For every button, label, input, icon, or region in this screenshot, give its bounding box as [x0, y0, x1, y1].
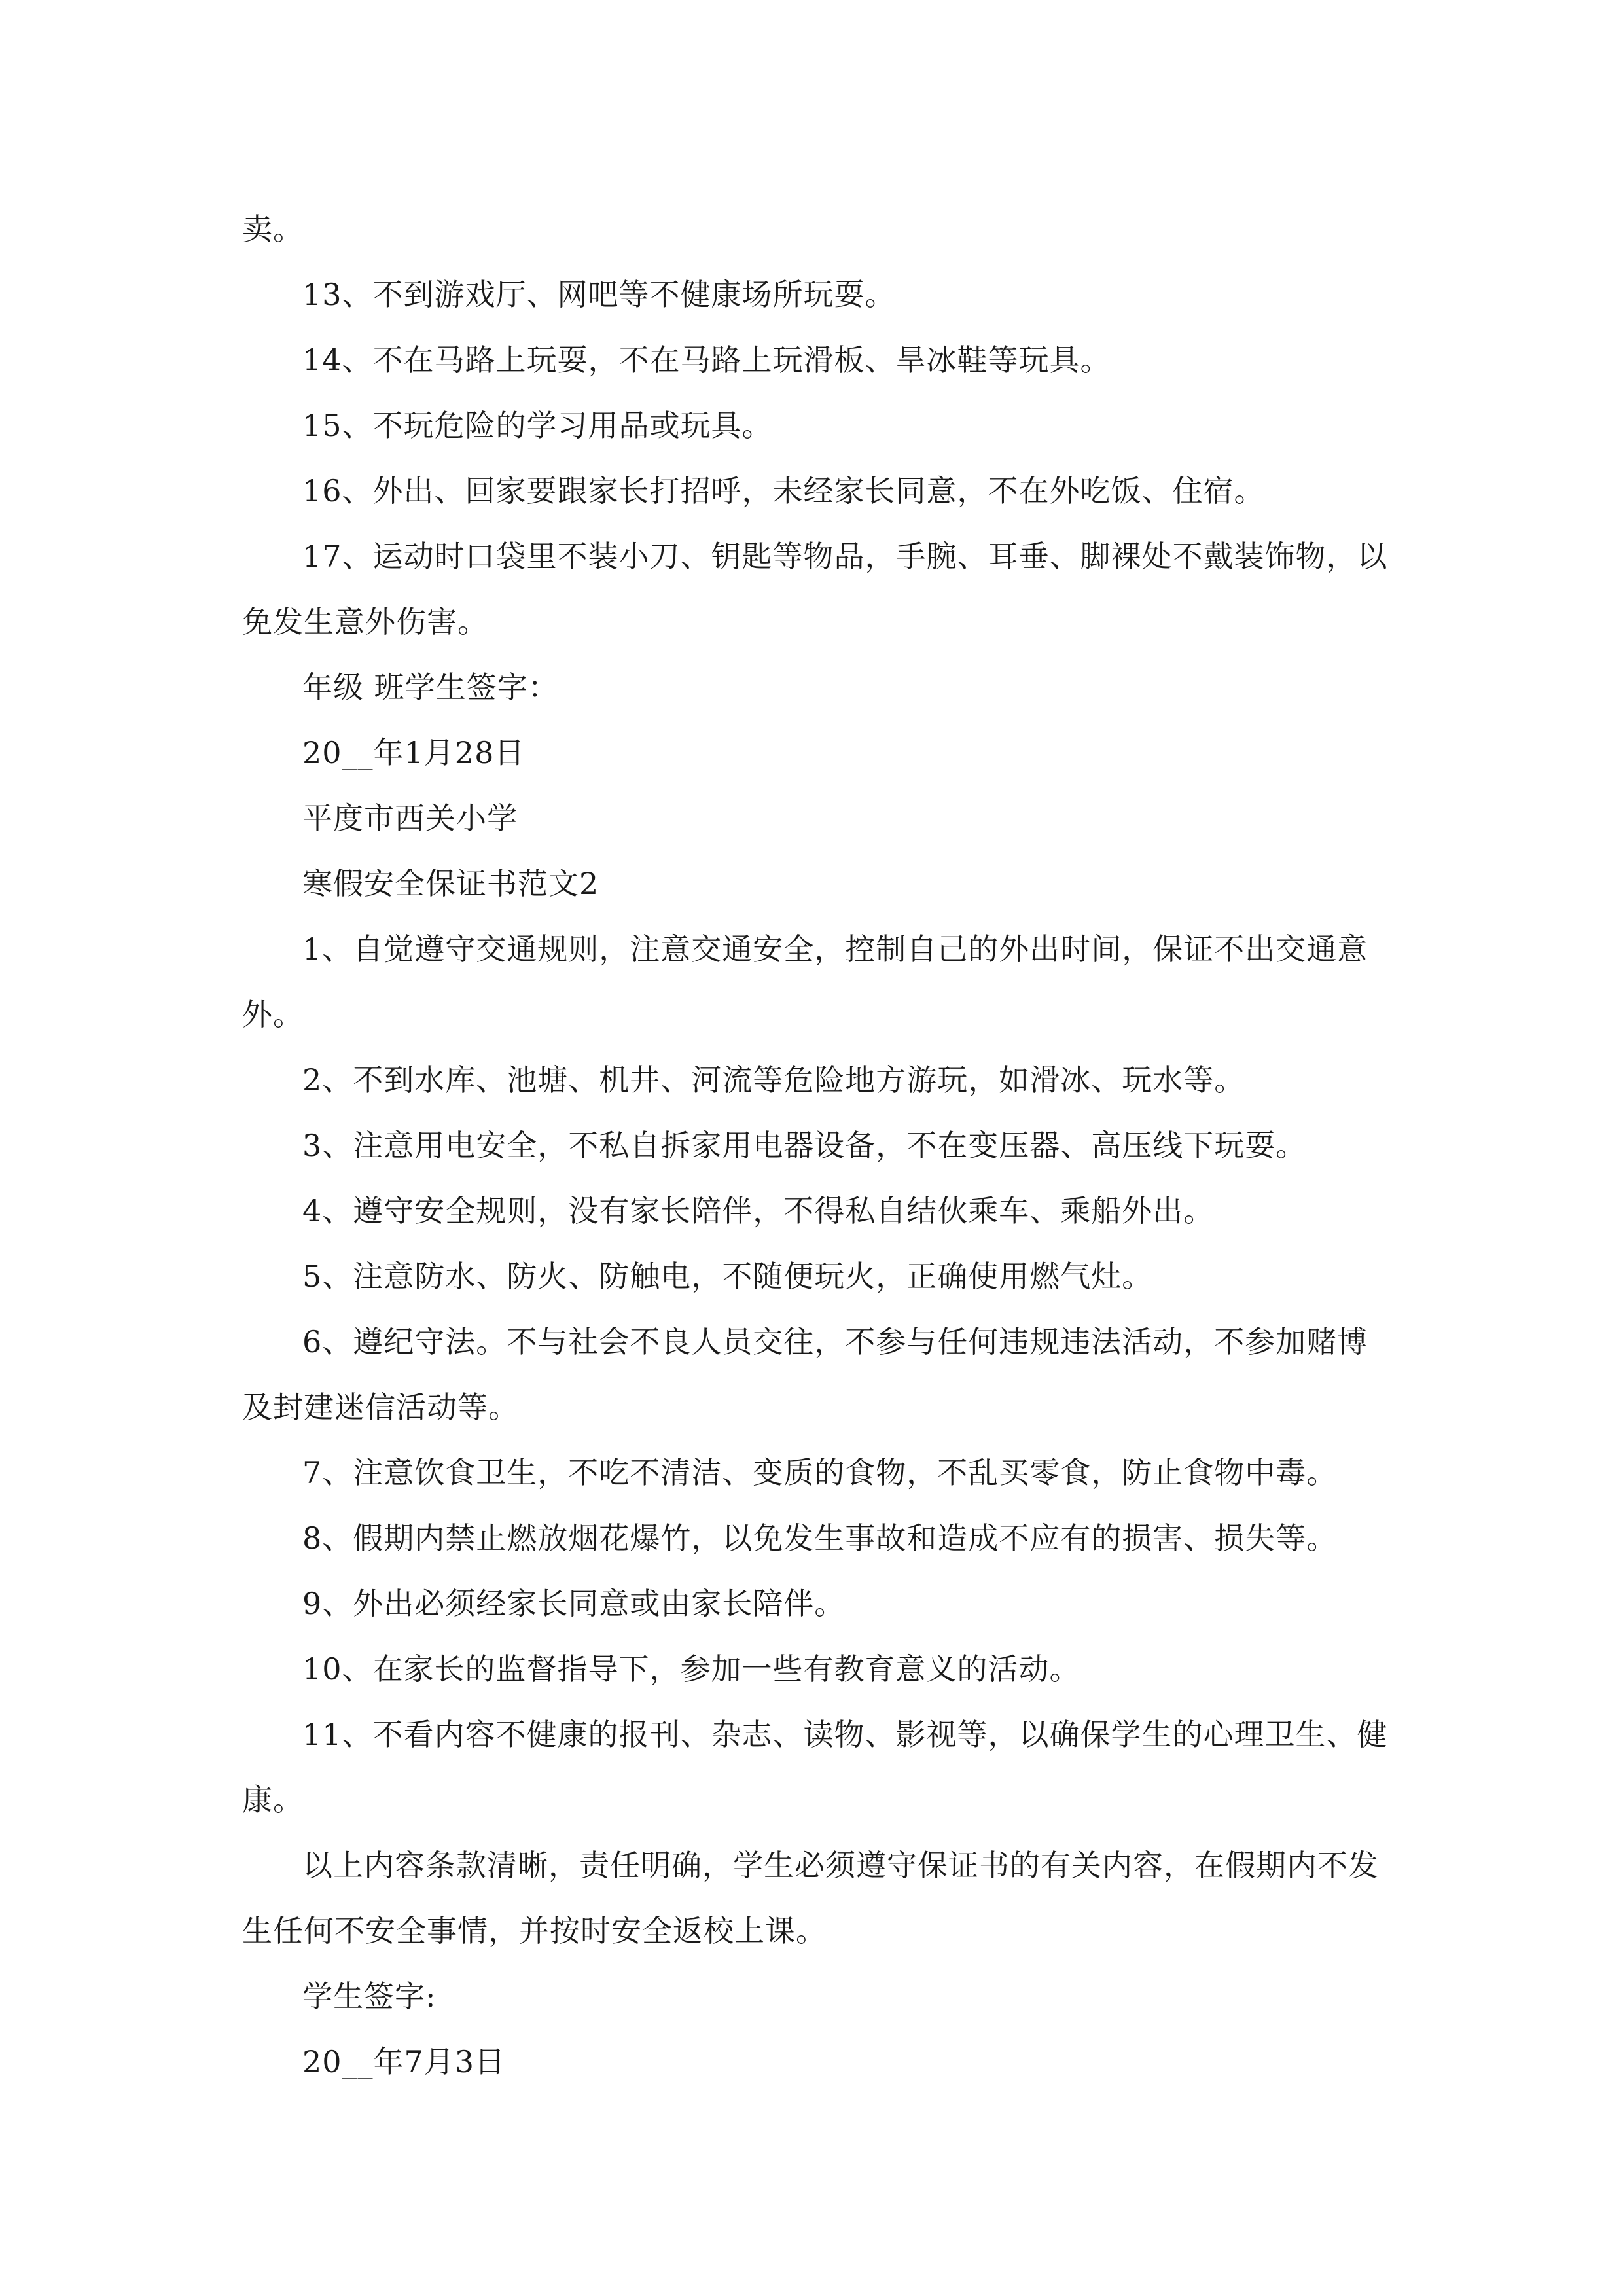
- date-line-2: 20__年7月3日: [302, 2044, 506, 2079]
- paragraph-continuation: 卖。: [242, 211, 304, 247]
- rule-item-14: 14、不在马路上玩耍，不在马路上玩滑板、旱冰鞋等玩具。: [302, 342, 1111, 378]
- rule-item-17: 17、运动时口袋里不装小刀、钥匙等物品，手腕、耳垂、脚裸处不戴装饰物，以免发生意外伤害。: [242, 539, 1388, 639]
- signature-line-grade-class: 年级 班学生签字：: [302, 670, 559, 705]
- rule2-item-11: 11、不看内容不健康的报刊、杂志、读物、影视等，以确保学生的心理卫生、健康。: [242, 1717, 1388, 1818]
- school-name: 平度市西关小学: [302, 800, 518, 836]
- signature-line-student: 学生签字:: [302, 1979, 437, 2014]
- rule2-item-3: 3、注意用电安全，不私自拆家用电器设备，不在变压器、高压线下玩耍。: [302, 1128, 1307, 1163]
- rule2-item-4: 4、遵守安全规则，没有家长陪伴，不得私自结伙乘车、乘船外出。: [302, 1193, 1215, 1229]
- rule2-item-9: 9、外出必须经家长同意或由家长陪伴。: [302, 1586, 846, 1621]
- rule2-item-5: 5、注意防水、防火、防触电，不随便玩火，正确使用燃气灶。: [302, 1259, 1153, 1294]
- date-line-1: 20__年1月28日: [302, 735, 526, 770]
- rule2-item-2: 2、不到水库、池塘、机井、河流等危险地方游玩，如滑冰、玩水等。: [302, 1062, 1245, 1098]
- rule-item-13: 13、不到游戏厅、网吧等不健康场所玩耍。: [302, 277, 896, 312]
- rule2-item-7: 7、注意饮食卫生，不吃不清洁、变质的食物，不乱买零食，防止食物中毒。: [302, 1455, 1338, 1490]
- rule-item-16: 16、外出、回家要跟家长打招呼，未经家长同意，不在外吃饭、住宿。: [302, 473, 1265, 509]
- rule2-item-6: 6、遵纪守法。不与社会不良人员交往，不参与任何违规违法活动，不参加赌博及封建迷信活动等。: [242, 1324, 1368, 1425]
- rule-item-15: 15、不玩危险的学习用品或玩具。: [302, 408, 773, 443]
- section-title: 寒假安全保证书范文2: [302, 866, 599, 901]
- rule2-item-8: 8、假期内禁止燃放烟花爆竹，以免发生事故和造成不应有的损害、损失等。: [302, 1520, 1338, 1556]
- rule2-item-10: 10、在家长的监督指导下，参加一些有教育意义的活动。: [302, 1651, 1080, 1687]
- document-body: [242, 196, 1394, 2094]
- rule2-item-1: 1、自觉遵守交通规则，注意交通安全，控制自己的外出时间，保证不出交通意外。: [242, 931, 1368, 1032]
- closing-statement: 以上内容条款清晰，责任明确，学生必须遵守保证书的有关内容，在假期内不发生任何不安全事情，并按时安全返校上课。: [242, 1848, 1379, 1948]
